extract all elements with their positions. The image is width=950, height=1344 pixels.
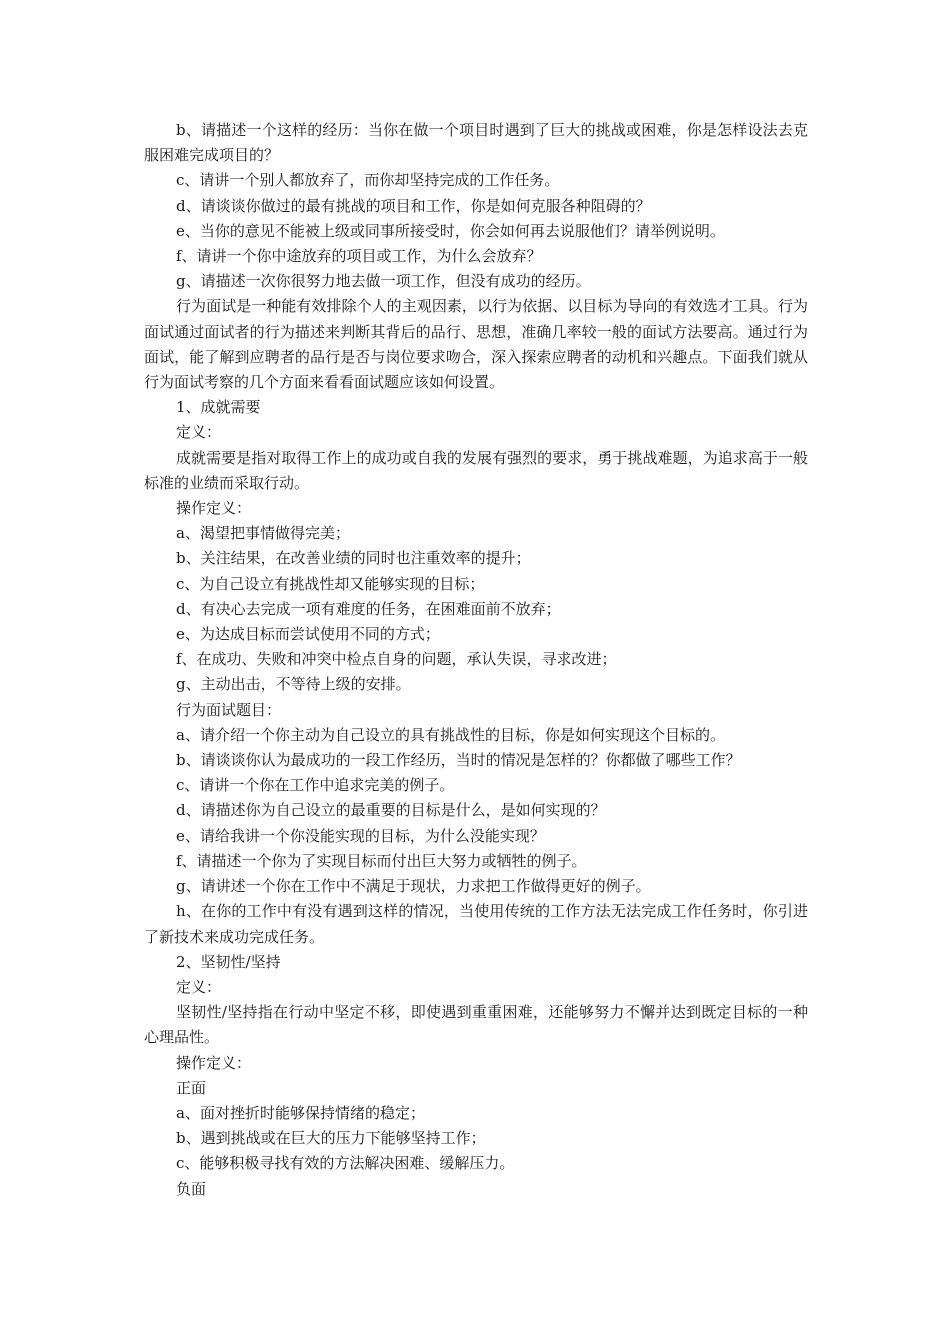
paragraph: f、请讲一个你中途放弃的项目或工作，为什么会放弃？ [176, 247, 542, 266]
section-heading: 1、成就需要 [176, 398, 261, 417]
list-item: d、请描述你为自己设立的最重要的目标是什么，是如何实现的？ [176, 801, 606, 820]
paragraph: c、请讲一个别人都放弃了，而你却坚持完成的工作任务。 [176, 171, 560, 190]
label: 定义： [176, 423, 222, 442]
list-item: b、关注结果，在改善业绩的同时也注重效率的提升； [176, 549, 531, 568]
label: 操作定义： [176, 1053, 252, 1072]
paragraph: b、请描述一个这样的经历：当你在做一个项目时遇到了巨大的挑战或困难，你是怎样设法去克服困难完成项目的？ [144, 121, 808, 165]
label: 操作定义： [176, 499, 252, 518]
list-item: e、请给我讲一个你没能实现的目标，为什么没能实现？ [176, 826, 545, 845]
list-item: b、请谈谈你认为最成功的一段工作经历，当时的情况是怎样的？你都做了哪些工作？ [176, 751, 741, 770]
list-item: b、遇到挑战或在巨大的压力下能够坚持工作； [176, 1129, 486, 1148]
paragraph: e、当你的意见不能被上级或同事所接受时，你会如何再去说服他们？请举例说明。 [176, 221, 725, 240]
paragraph: d、请谈谈你做过的最有挑战的项目和工作，你是如何克服各种阻碍的？ [176, 196, 651, 215]
list-item: f、在成功、失败和冲突中检点自身的问题，承认失误，寻求改进； [176, 650, 617, 669]
paragraph: 行为面试是一种能有效排除个人的主观因素，以行为依据、以目标为导向的有效选才工具。行为面试通过面试者的行为描述来判断其背后的品行、思想，准确几率较一般的面试方法要高。通过行为面试，能了解到应聘者的品行是否与岗位要求吻合，深入探索应聘者的动机和兴趣点。下面我们就从行为面试考察的几个方面来看看面试题应该如何设置。 [144, 297, 808, 392]
list-item: g、请讲述一个你在工作中不满足于现状，力求把工作做得更好的例子。 [176, 877, 651, 896]
label: 负面 [176, 1179, 207, 1198]
list-item: c、能够积极寻找有效的方法解决困难、缓解压力。 [176, 1154, 515, 1173]
list-item: a、请介绍一个你主动为自己设立的具有挑战性的目标，你是如何实现这个目标的。 [176, 725, 725, 744]
list-item: a、渴望把事情做得完美； [176, 524, 350, 543]
label: 正面 [176, 1078, 207, 1097]
paragraph: 成就需要是指对取得工作上的成功或自我的发展有强烈的要求，勇于挑战难题，为追求高于一般标准的业绩而采取行动。 [144, 448, 808, 492]
document-body [144, 118, 808, 1202]
label: 定义： [176, 977, 222, 996]
list-item: e、为达成目标而尝试使用不同的方式； [176, 625, 440, 644]
paragraph: g、请描述一次你很努力地去做一项工作，但没有成功的经历。 [176, 272, 591, 291]
list-item: g、主动出击，不等待上级的安排。 [176, 675, 411, 694]
list-item: c、请讲一个你在工作中追求完美的例子。 [176, 776, 455, 795]
list-item: f、请描述一个你为了实现目标而付出巨大努力或牺牲的例子。 [176, 851, 587, 870]
list-item: h、在你的工作中有没有遇到这样的情况，当使用传统的工作方法无法完成工作任务时，你引进了新技术来成功完成任务。 [144, 902, 808, 946]
list-item: d、有决心去完成一项有难度的任务，在困难面前不放弃； [176, 599, 561, 618]
section-heading: 2、坚韧性/坚持 [176, 952, 281, 971]
list-item: a、面对挫折时能够保持情绪的稳定； [176, 1103, 425, 1122]
paragraph: 坚韧性/坚持指在行动中坚定不移，即使遇到重重困难，还能够努力不懈并达到既定目标的一种心理品性。 [144, 1003, 808, 1047]
list-item: c、为自己设立有挑战性却又能够实现的目标； [176, 574, 485, 593]
label: 行为面试题目： [176, 700, 282, 719]
